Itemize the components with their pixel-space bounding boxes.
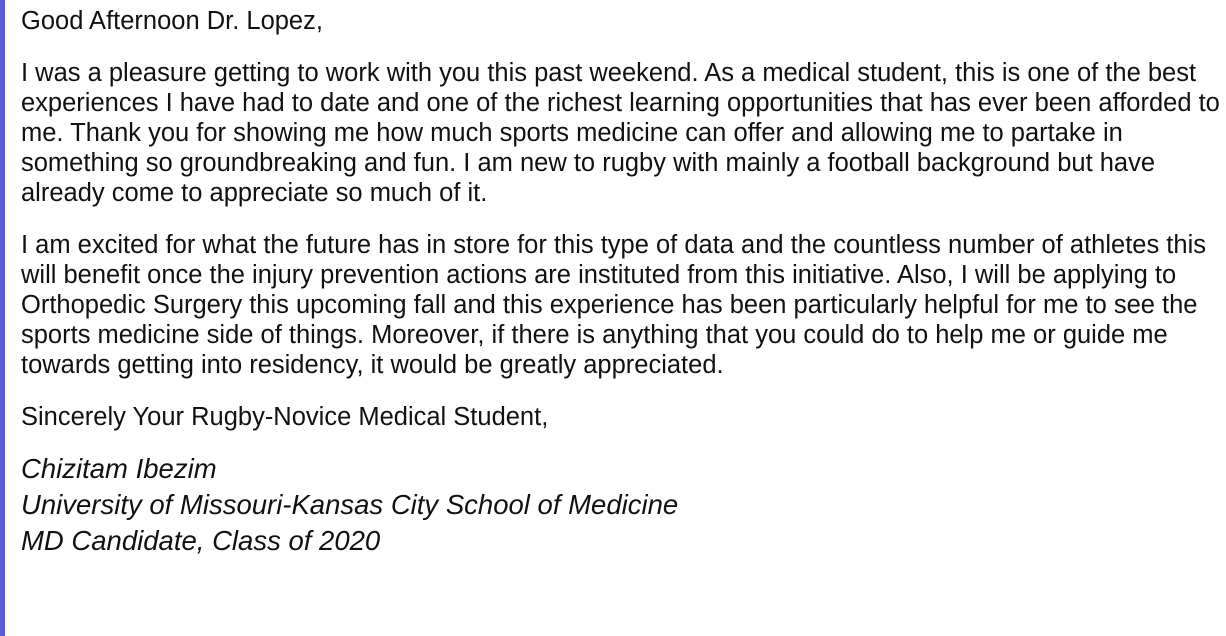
body-paragraph-1: I was a pleasure getting to work with you this past weekend. As a medical student, this is one of the best experiences I have had to date and one of the richest learning opportunities that has ever been afforded to me. Thank you for showing me how much sports medicine can offer and allowing me to partake in something so groundbreaking and fun. I am new to rugby with mainly a football background but have already come to appreciate so much of it. xyxy=(21,59,1220,207)
closing-line: Sincerely Your Rugby-Novice Medical Student, xyxy=(21,403,549,431)
signature-title: MD Candidate, Class of 2020 xyxy=(21,525,381,556)
body-paragraph-2: I am excited for what the future has in store for this type of data and the countless number of athletes this will benefit once the injury prevention actions are instituted from this initiative. Also, I will be applying to Orthopedic Surgery this upcoming fall and this experience has been particularly helpful for me to see the sports medicine side of things. Moreover, if there is anything that you could do to help me or guide me towards getting into residency, it would be greatly appreciated. xyxy=(21,231,1206,379)
signature-name: Chizitam Ibezim xyxy=(21,453,217,484)
signature-block xyxy=(21,451,1221,559)
signature-school: University of Missouri-Kansas City School of Medicine xyxy=(21,489,679,520)
message-body xyxy=(21,6,1221,559)
quote-bar xyxy=(0,0,5,636)
greeting-line: Good Afternoon Dr. Lopez, xyxy=(21,7,323,35)
